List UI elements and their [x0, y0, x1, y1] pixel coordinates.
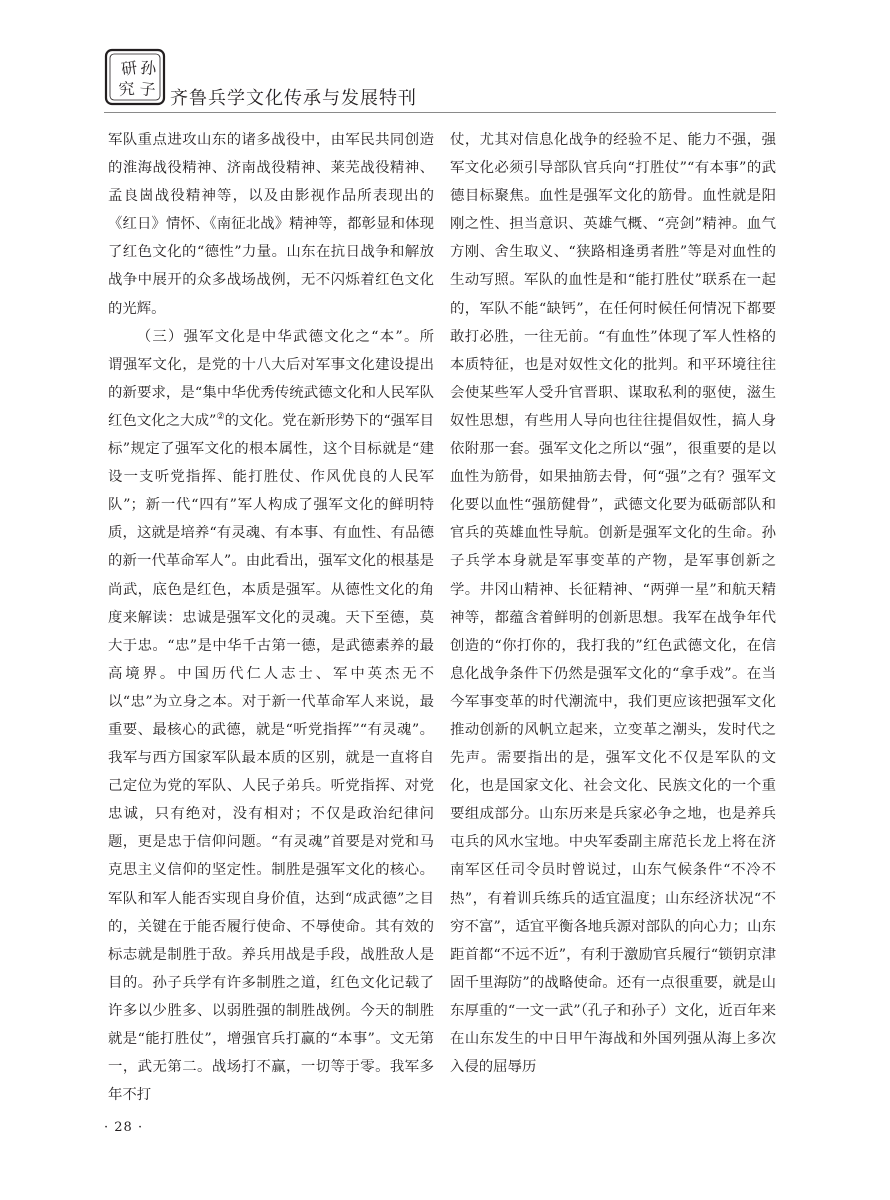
paragraph-text: 所谓强军文化，是党的十八大后对军事文化建设提出的新要求，是“集中华优秀传统武德文化和人民军队红色文化之大成” [108, 328, 434, 429]
paragraph-text: 的文化。党在新形势下的“强军目标”规定了强军文化的根本属性，这个目标就是“建设一支听党指挥、能打胜仗、作风优良的人民军队”；新一代“四有”军人构成了强军文化的鲜明特质，这就是培养“有灵魂、有本事、有血性、有品德的新一代革命军人”。由此看出，强军文化的根基是尚武，底色是红色，本质是强军。从德性文化的角度来解读：忠诚是强军文化的灵魂。天下至德，莫大于忠。“忠”是中华千古第一德，是武德素养的最高境界。中国历代仁人志士、军中英杰无不以“忠”为立身之本。对于新一代革命军人来说，最重要、最核心的武德，就是“听党指挥”“有灵魂”。我军与西方国家军队最本质的区别，就是一直将自己定位为党的军队、人民子弟兵。听党指挥、对党忠诚，只有绝对，没有相对；不仅是政治纪律问题，更是忠于信仰问题。“有灵魂”首要是对党和马克思主义信仰的坚定性。制胜是强军文化的核心。军队和军人能否实现自身价值，达到“成武德”之目的，关键在于能否履行使命、不辱使命。其有效的标志就是制胜于敌。养兵用战是手段，战胜敌人是目的。孙子兵学有许多制胜之道，红色文化记载了许多以少胜多、以弱胜强的制胜战例。今天的制胜就是“能打胜仗”，增强官兵打赢的“本事”。文无第一，武无第二。战场打不赢，一切等于零。我军多年不打 [108, 412, 434, 1104]
header-rule [104, 112, 776, 113]
svg-text:孙: 孙 [139, 58, 158, 79]
section-heading: （三）强军文化是中华武德文化之“本”。 [136, 328, 420, 345]
page-number: · 28 · [104, 1120, 144, 1135]
right-column [450, 126, 776, 1081]
svg-text:究: 究 [117, 78, 136, 99]
section-paragraph [108, 323, 434, 1110]
journal-logo [104, 48, 166, 106]
paragraph: 仗，尤其对信息化战争的经验不足、能力不强，强军文化必须引导部队官兵向“打胜仗”“有本事”的武德目标聚焦。血性是强军文化的筋骨。血性就是阳刚之性、担当意识、英雄气概、“亮剑”精神。血气方刚、舍生取义、“狭路相逢勇者胜”等是对血性的生动写照。军队的血性是和“能打胜仗”联系在一起的，军队不能“缺钙”，在任何时候任何情况下都要敢打必胜，一往无前。“有血性”体现了军人性格的本质特征，也是对奴性文化的批判。和平环境往往会使某些军人受升官晋职、谋取私利的驱使，滋生奴性思想，有些用人导向也往往提倡奴性，搞人身依附那一套。强军文化之所以“强”，很重要的是以血性为筋骨，如果抽筋去骨，何“强”之有？强军文化要以血性“强筋健骨”，武德文化要为砥砺部队和官兵的英雄血性导航。创新是强军文化的生命。孙子兵学本身就是军事变革的产物，是军事创新之学。井冈山精神、长征精神、“两弹一星”和航天精神等，都蕴含着鲜明的创新思想。我军在战争年代创造的“你打你的，我打我的”红色武德文化，在信息化战争条件下仍然是强军文化的“拿手戏”。在当今军事变革的时代潮流中，我们更应该把强军文化推动创新的风帆立起来，立变革之潮头，发时代之先声。需要指出的是，强军文化不仅是军队的文化，也是国家文化、社会文化、民族文化的一个重要组成部分。山东历来是兵家必争之地，也是养兵屯兵的风水宝地。中央军委副主席范长龙上将在济南军区任司令员时曾说过，山东气候条件“不冷不热”，有着训兵练兵的适宜温度；山东经济状况“不穷不富”，适宜平衡各地兵源对部队的向心力；山东距首都“不远不近”，有利于激励官兵履行“锁钥京津固千里海防”的战略使命。还有一点很重要，就是山东厚重的“一文一武”（孔子和孙子）文化，近百年来在山东发生的中日甲午海战和外国列强从海上多次入侵的屈辱历 [450, 132, 776, 1076]
paragraph: 军队重点进攻山东的诸多战役中，由军民共同创造的淮海战役精神、济南战役精神、莱芜战役精神、孟良崮战役精神等，以及由影视作品所表现出的《红日》情怀、《南征北战》精神等，都彰显和体现了红色文化的“德性”力量。山东在抗日战争和解放战争中展开的众多战场战例，无不闪烁着红色文化的光辉。 [108, 132, 434, 317]
footnote-marker[interactable]: ② [216, 411, 225, 422]
left-column [108, 126, 434, 1109]
svg-text:子: 子 [138, 79, 157, 100]
svg-text:研: 研 [119, 57, 139, 79]
journal-title: 齐鲁兵学文化传承与发展特刊 [170, 88, 417, 109]
